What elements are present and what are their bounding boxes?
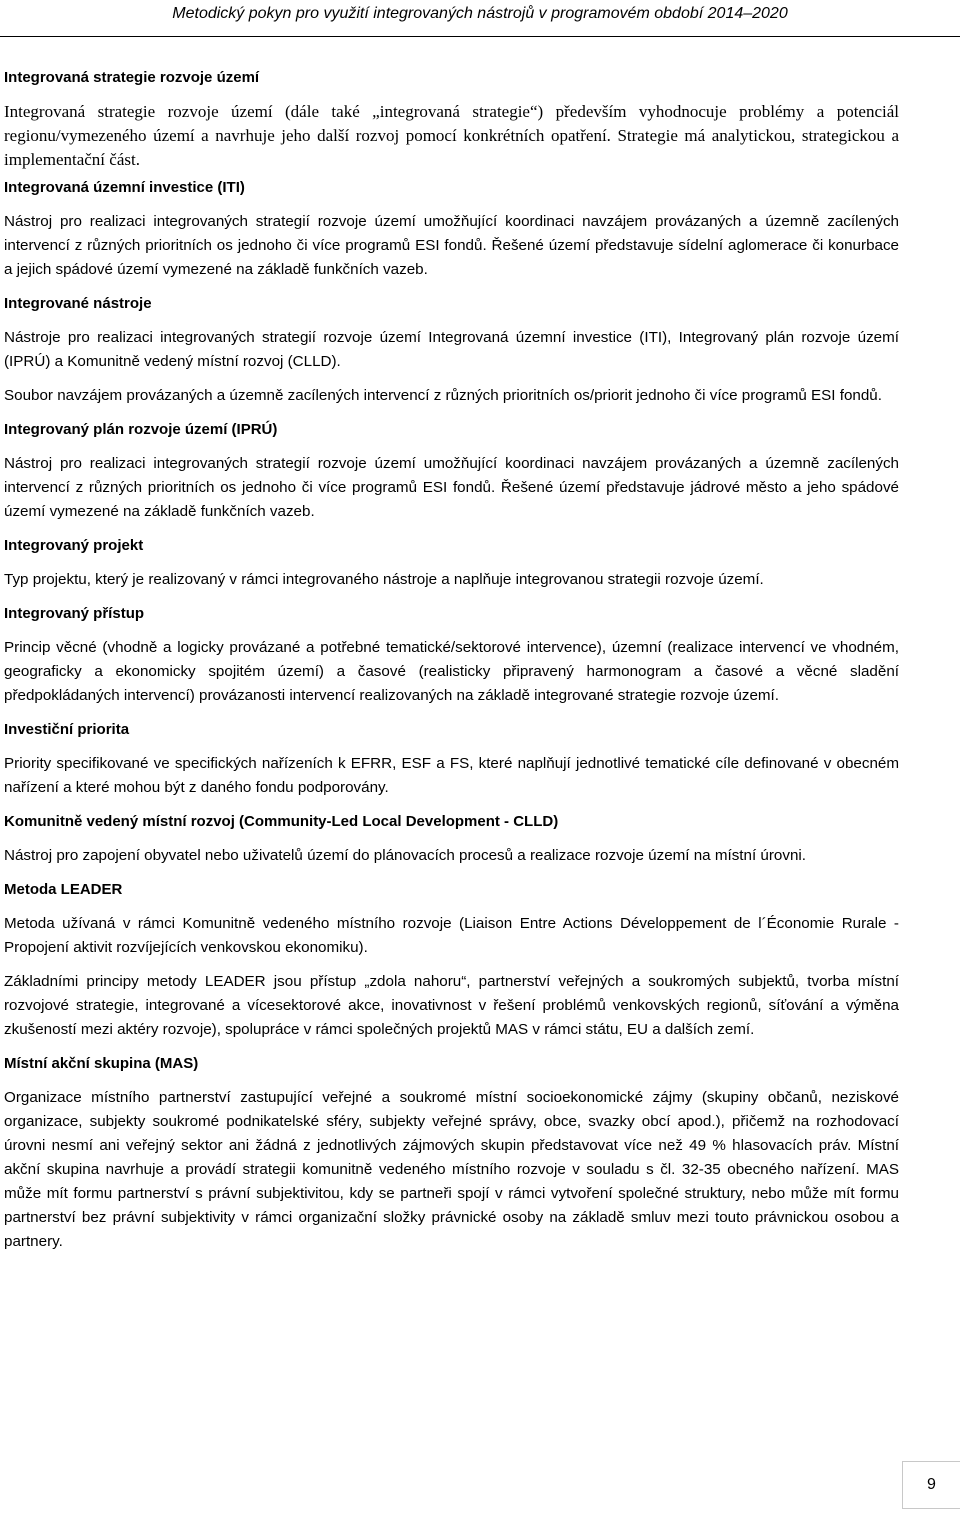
section-heading: Integrované nástroje — [4, 295, 152, 312]
section-integrovany-projekt — [4, 534, 899, 592]
section-clld — [4, 810, 899, 868]
section-heading: Integrovaný projekt — [4, 537, 144, 554]
section-paragraph: Nástroje pro realizaci integrovaných strategií rozvoje území Integrovaná územní investice (ITI), Integrovaný plán rozvoje území (IPRÚ) a Komunitně vedený místní rozvoj (CLLD). — [4, 329, 899, 370]
document-body — [4, 66, 899, 1264]
section-heading: Místní akční skupina (MAS) — [4, 1055, 199, 1072]
section-heading: Metoda LEADER — [4, 881, 123, 898]
section-paragraph: Soubor navzájem provázaných a územně zacílených intervencí z různých prioritních os/priorit jednoho či více programů ESI fondů. — [4, 387, 882, 404]
section-heading: Integrovaná strategie rozvoje území — [4, 69, 260, 86]
page-number: 9 — [902, 1461, 960, 1509]
section-paragraph: Základními principy metody LEADER jsou přístup „zdola nahoru“, partnerství veřejných a soukromých subjektů, tvorba místní rozvojové strategie, integrované a vícesektorové akce, inovativnost v řešení problémů venkovských regionů, síťování a výměna zkušeností mezi aktéry rozvoje), spolupráce v rámci společných projektů MAS v rámci státu, EU a dalších zemí. — [4, 973, 899, 1038]
section-integrovany-pristup — [4, 602, 899, 708]
running-header: Metodický pokyn pro využití integrovaných nástrojů v programovém období 2014–2020 — [0, 0, 960, 37]
section-integrovane-nastroje — [4, 292, 899, 408]
section-iti — [4, 176, 899, 282]
section-paragraph: Integrovaná strategie rozvoje území (dále také „integrovaná strategie“) především vyhodnocuje problémy a potenciál regionu/vymezeného území a navrhuje jeho další rozvoj pomocí konkrétních opatření. Strategie má analytickou, strategickou a implementační část. — [4, 102, 899, 169]
section-heading: Investiční priorita — [4, 721, 130, 738]
section-heading: Integrovaná územní investice (ITI) — [4, 179, 245, 196]
section-paragraph: Nástroj pro zapojení obyvatel nebo uživatelů území do plánovacích procesů a realizace rozvoje území na místní úrovni. — [4, 847, 806, 864]
section-heading: Integrovaný přístup — [4, 605, 145, 622]
section-paragraph: Typ projektu, který je realizovaný v rámci integrovaného nástroje a naplňuje integrovanou strategii rozvoje území. — [4, 571, 764, 588]
section-investicni-priorita — [4, 718, 899, 800]
section-paragraph: Nástroj pro realizaci integrovaných strategií rozvoje území umožňující koordinaci navzájem provázaných a územně zacílených intervencí z různých prioritních os jednoho či více programů ESI fondů. Řešené území představuje jádrové město a jeho spádové území vymezené na základě funkčních vazeb. — [4, 455, 899, 520]
section-mas — [4, 1052, 899, 1254]
section-heading: Integrovaný plán rozvoje území (IPRÚ) — [4, 421, 278, 438]
section-paragraph: Nástroj pro realizaci integrovaných strategií rozvoje území umožňující koordinaci navzájem provázaných a územně zacílených intervencí z různých prioritních os jednoho či více programů ESI fondů. Řešené území představuje sídelní aglomerace či konurbace a jejich spádové území vymezené na základě funkčních vazeb. — [4, 213, 899, 278]
section-paragraph: Metoda užívaná v rámci Komunitně vedeného místního rozvoje (Liaison Entre Actions Développement de l´Économie Rurale - Propojení aktivit rozvíjejících venkovskou ekonomiku). — [4, 915, 899, 956]
section-integrovana-strategie — [4, 66, 899, 172]
section-metoda-leader — [4, 878, 899, 1042]
section-paragraph: Princip věcné (vhodně a logicky provázané a potřebné tematické/sektorové intervence), územní (realizace intervencí ve vhodném, geograficky a ekonomicky spojitém území) a časové (realisticky připravený harmonogram a časové a věcné sladění předpokládaných intervencí) provázanosti intervencí realizovaných na základě integrované strategie rozvoje území. — [4, 639, 899, 704]
section-heading: Komunitně vedený místní rozvoj (Community-Led Local Development - CLLD) — [4, 813, 559, 830]
section-ipru — [4, 418, 899, 524]
section-paragraph: Priority specifikované ve specifických nařízeních k EFRR, ESF a FS, které naplňují jednotlivé tematické cíle definované v obecném nařízení a které mohou být z daného fondu podporovány. — [4, 755, 899, 796]
section-paragraph: Organizace místního partnerství zastupující veřejné a soukromé místní socioekonomické zájmy (skupiny občanů, neziskové organizace, subjekty soukromé podnikatelské sféry, subjekty veřejné správy, obce, svazky obcí apod.), přičemž na rozhodovací úrovni nesmí ani veřejný sektor ani žádná z jednotlivých zájmových skupin představovat více než 49 % hlasovacích práv. Místní akční skupina navrhuje a provádí strategii komunitně vedeného místního rozvoje v souladu s čl. 32-35 obecného nařízení. MAS může mít formu partnerství s právní subjektivitou, kdy se partneři spojí v rámci vytvoření společné struktury, nebo může mít formu partnerství bez právní subjektivity v rámci organizační složky právnické osoby na základě smluv mezi touto právnickou osobou a partnery. — [4, 1089, 899, 1250]
